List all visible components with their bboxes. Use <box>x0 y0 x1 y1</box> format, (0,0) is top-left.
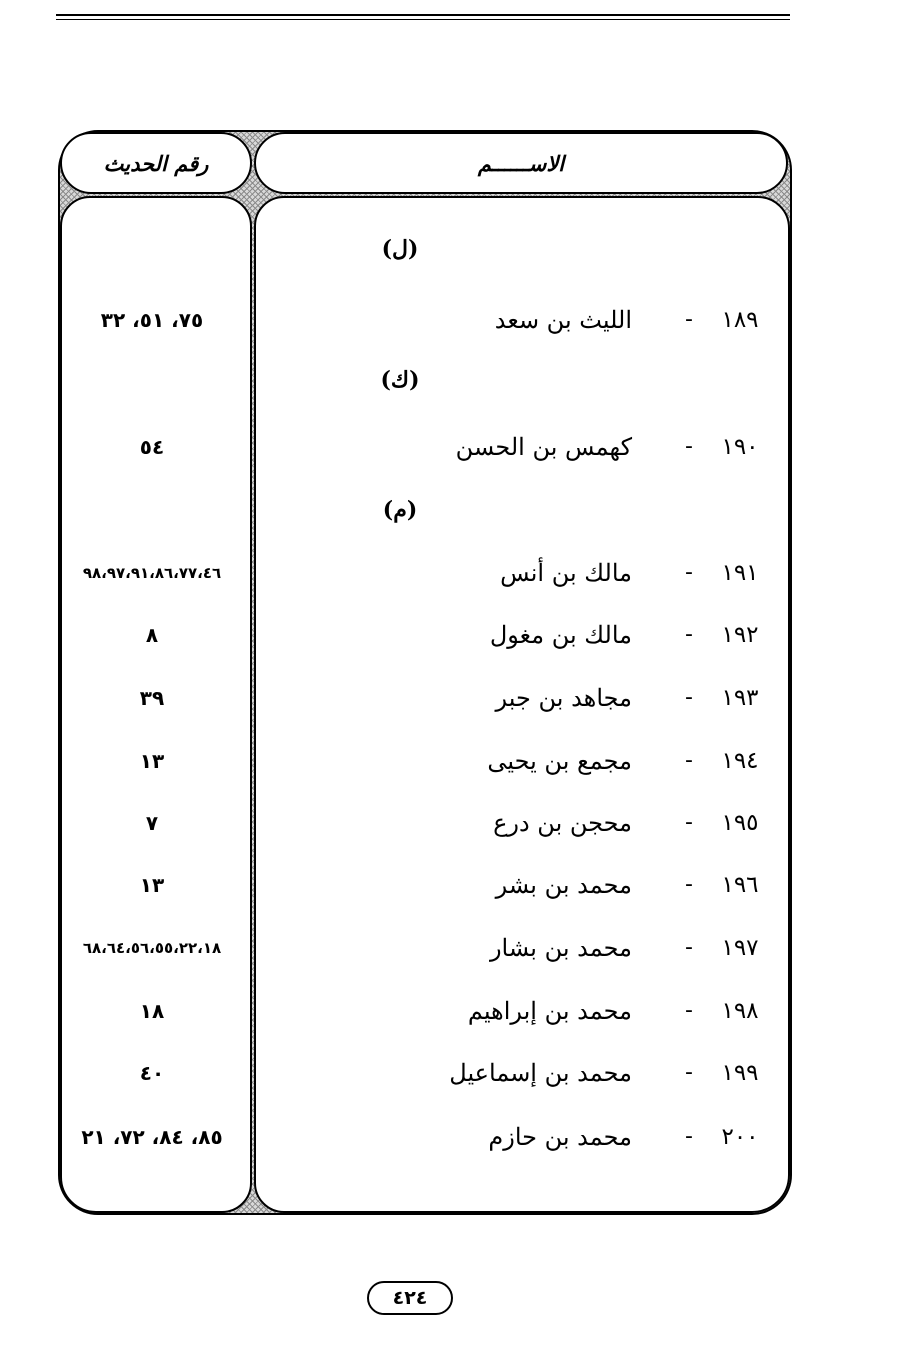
entry-name: كهمس بن الحسن <box>455 433 632 461</box>
entry-hadith-refs: ١٨ <box>139 999 165 1023</box>
entry-hadith-refs: ٧ <box>145 811 159 835</box>
entry-hadith-refs: ١٣ <box>139 749 165 773</box>
entry-name: محمد بن إبراهيم <box>467 997 632 1025</box>
entry-name: محمد بن إسماعيل <box>449 1059 632 1087</box>
entry-dash: - <box>685 685 693 710</box>
entry-number: ١٩٢ <box>721 622 759 648</box>
index-table-frame <box>58 130 792 1215</box>
entry-name: مالك بن مغول <box>489 621 632 649</box>
top-rule-thick <box>56 14 790 16</box>
entry-number: ١٩٩ <box>721 1060 759 1086</box>
entry-hadith-refs: ٩٨،٩٧،٩١،٨٦،٧٧،٤٦ <box>82 564 222 582</box>
entry-name: محمد بن بشار <box>489 934 632 962</box>
entry-number: ٢٠٠ <box>721 1124 759 1150</box>
entry-hadith-refs: ١٣ <box>139 873 165 897</box>
top-rule-thin <box>56 19 790 20</box>
entry-number: ١٩٨ <box>721 998 759 1024</box>
entry-number: ١٩٦ <box>721 872 759 898</box>
entry-number: ١٩٤ <box>721 748 759 774</box>
entry-dash: - <box>685 1060 693 1085</box>
entry-dash: - <box>685 307 693 332</box>
page-number: ٤٢٤ <box>367 1281 453 1315</box>
header-hadith-number: رقم الحديث <box>60 132 252 194</box>
section-letter-mim: (م) <box>382 497 418 523</box>
entry-name: محمد بن حازم <box>488 1123 632 1151</box>
entry-hadith-refs: ٧٥، ٥١، ٣٢ <box>100 308 204 332</box>
entry-name: محمد بن بشر <box>495 871 632 899</box>
entry-name: مجمع بن يحيى <box>487 747 632 775</box>
entry-name: محجن بن درع <box>493 809 632 837</box>
entry-number: ١٩٥ <box>721 810 759 836</box>
entry-hadith-refs: ٨ <box>145 623 159 647</box>
entry-name: مجاهد بن جبر <box>495 684 632 712</box>
entry-hadith-refs: ٨٥، ٨٤، ٧٢، ٢١ <box>81 1125 223 1149</box>
entry-dash: - <box>685 560 693 585</box>
entry-dash: - <box>685 748 693 773</box>
entry-dash: - <box>685 935 693 960</box>
entry-name: مالك بن أنس <box>500 559 632 587</box>
entry-hadith-refs: ٤٠ <box>139 1061 165 1085</box>
entry-hadith-refs: ٣٩ <box>139 686 165 710</box>
section-letter-kaf: (ك) <box>380 367 420 393</box>
entry-dash: - <box>685 998 693 1023</box>
section-letter-lam: (ل) <box>381 236 419 262</box>
entry-number: ١٩١ <box>721 560 759 586</box>
entry-hadith-refs: ٦٨،٦٤،٥٦،٥٥،٢٢،١٨ <box>82 939 222 957</box>
entry-dash: - <box>685 622 693 647</box>
entry-dash: - <box>685 1124 693 1149</box>
entry-number: ١٩٠ <box>721 434 759 460</box>
entry-name: الليث بن سعد <box>494 306 632 334</box>
entry-number: ١٩٣ <box>721 685 759 711</box>
entry-hadith-refs: ٥٤ <box>139 435 165 459</box>
entry-dash: - <box>685 434 693 459</box>
entry-dash: - <box>685 810 693 835</box>
header-name: الاســــــم <box>254 132 788 194</box>
entry-dash: - <box>685 872 693 897</box>
entry-number: ١٩٧ <box>721 935 759 961</box>
entry-number: ١٨٩ <box>721 307 759 333</box>
